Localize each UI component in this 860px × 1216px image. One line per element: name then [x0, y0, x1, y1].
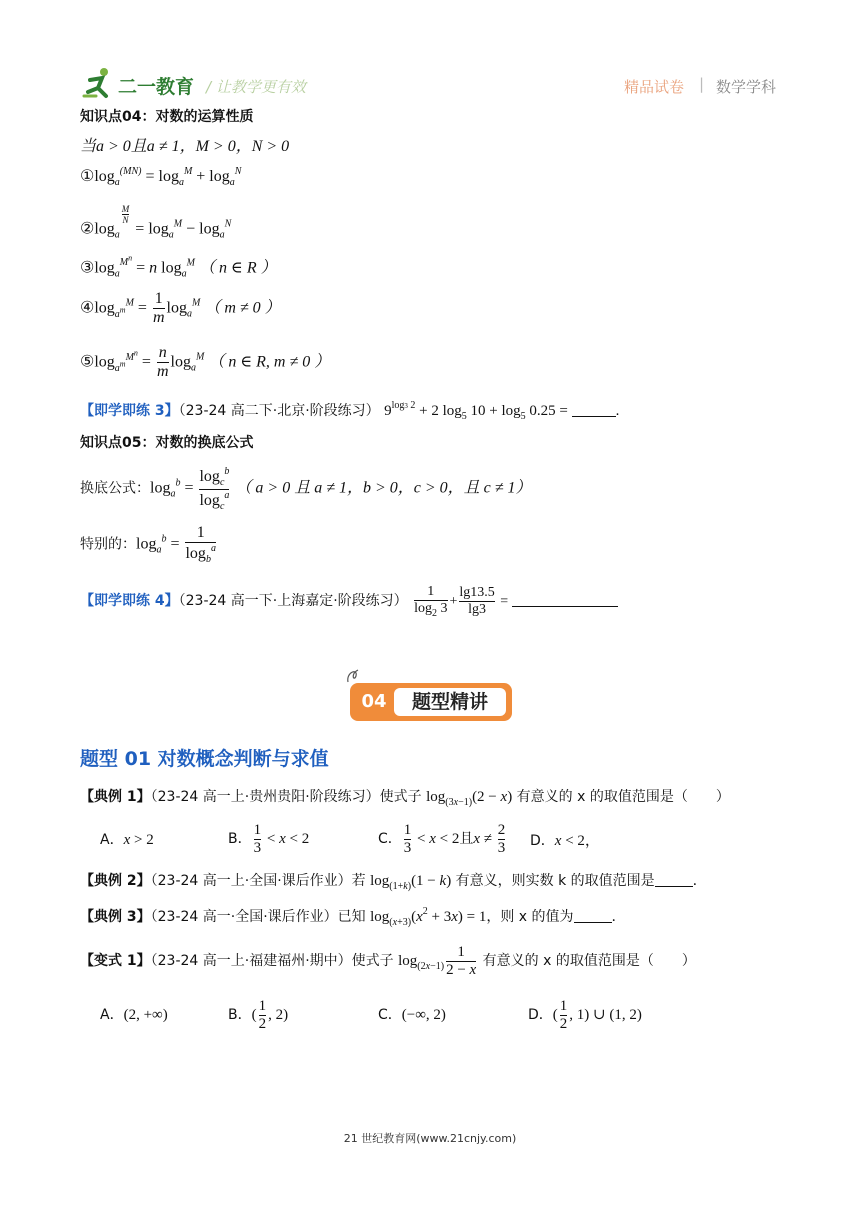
section-badge — [350, 683, 512, 721]
example-1: 【典例 1】（23-24 高一上·贵州贵阳·阶段练习）使式子 $\log_{(3x-1)}(2 - x)$ 有意义的 x 的取值范围是（ ） — [80, 789, 730, 808]
logo-text: 二一教育 — [118, 76, 195, 98]
footer-text: 21 世纪教育网(www.21cnjy.com) — [343, 1132, 517, 1145]
special-formula: 特别的：$\log_a^b$ = $\frac{1}{\log_b^a}$ — [80, 524, 216, 566]
example-3: 【典例 3】（23-24 高一·全国·课后作业）已知 $\log_{(x+3)}(x^2 + 3x) = 1$，则 x 的值为 . — [80, 906, 616, 928]
runner-logo-icon — [80, 66, 116, 100]
practice-4: 【即学即练 4】（23-24 高一下·上海嘉定·阶段练习） $\frac{1}{\log_2 3}$ + $\frac{\lg 13.5}{\lg 3}$ = — [80, 584, 618, 620]
rule-5: $⑤\log_{a^m}^{M^n}$ = $\frac{n}{m}$ $\log_a^M$ （ n ∈ R, m ≠ 0 ） — [80, 344, 331, 381]
header-separator: | — [699, 75, 705, 93]
option-c[interactable]: C．(−∞, 2) — [378, 1007, 446, 1023]
rule-4: $④\log_{a^m}^M$ = $\frac{1}{m}$ $\log_a^M$ （ m ≠ 0 ） — [80, 290, 281, 327]
header-subject: 数学学科 — [716, 78, 777, 96]
rule-1: $①\log_a^{(MN)} = \log_a^M + \log_a^N$ — [80, 166, 242, 188]
type-01-title: 题型 01 对数概念判断与求值 — [80, 748, 329, 770]
section-04-condition: 当a > 0且a ≠ 1，M > 0，N > 0 — [80, 138, 290, 155]
example-2: 【典例 2】（23-24 高一上·全国·课后作业）若 $\log_{(1+k)}(1 - k)$ 有意义，则实数 k 的取值范围是 . — [80, 873, 698, 892]
badge-number: 04 — [361, 691, 387, 712]
option-d[interactable]: D．( $\frac{1}{2}$ , 1) ∪ (1, 2) — [528, 998, 642, 1033]
rule-2: $②\log_a$ $\frac{M}{N}$ = $\log_a^M - \log_a^N$ — [80, 204, 232, 241]
variant-1: 【变式 1】（23-24 高一上·福建福州·期中）使式子 $\log_{(2x-1)}$ $\frac{1}{2 - x}$ 有意义的 x 的取值范围是（ ） — [80, 944, 696, 979]
practice-3: 【即学即练 3】（23-24 高二下·北京·阶段练习） $9^{log3 2} + 2$ $\log_5 10 + \log_5 0.25$ = . — [80, 400, 620, 422]
section-04-title: 知识点04：对数的运算性质 — [80, 109, 254, 125]
option-a[interactable]: A．(2, +∞) — [100, 1007, 168, 1023]
badge-decoration-icon — [344, 664, 364, 684]
option-d[interactable]: D．x < 2， — [530, 833, 600, 849]
option-b[interactable]: B．( $\frac{1}{2}$ , 2) — [228, 998, 289, 1033]
change-of-base-formula: 换底公式：$\log_a^b$ = $\frac{\log_c^b}{\log_c^a}$ （ a > 0 且 a ≠ 1，b > 0，c > 0，且 c ≠ 1） — [80, 466, 532, 512]
option-c[interactable]: C． $\frac{1}{3}$ < x < 2且x ≠ $\frac{2}{3}$ — [378, 822, 506, 857]
rule-3: $③\log_a^{M^n} = n$ $\log_a^M$ （ n ∈ R ） — [80, 254, 277, 280]
badge-title: 题型精讲 — [394, 688, 506, 716]
option-a[interactable]: A．x > 2 — [100, 832, 154, 848]
header-right-label: 精品试卷 — [624, 78, 685, 96]
header-slogan: / 让教学更有效 — [206, 78, 306, 96]
option-b[interactable]: B． $\frac{1}{3}$ < x < 2 — [228, 822, 310, 857]
section-05-title: 知识点05：对数的换底公式 — [80, 435, 254, 451]
